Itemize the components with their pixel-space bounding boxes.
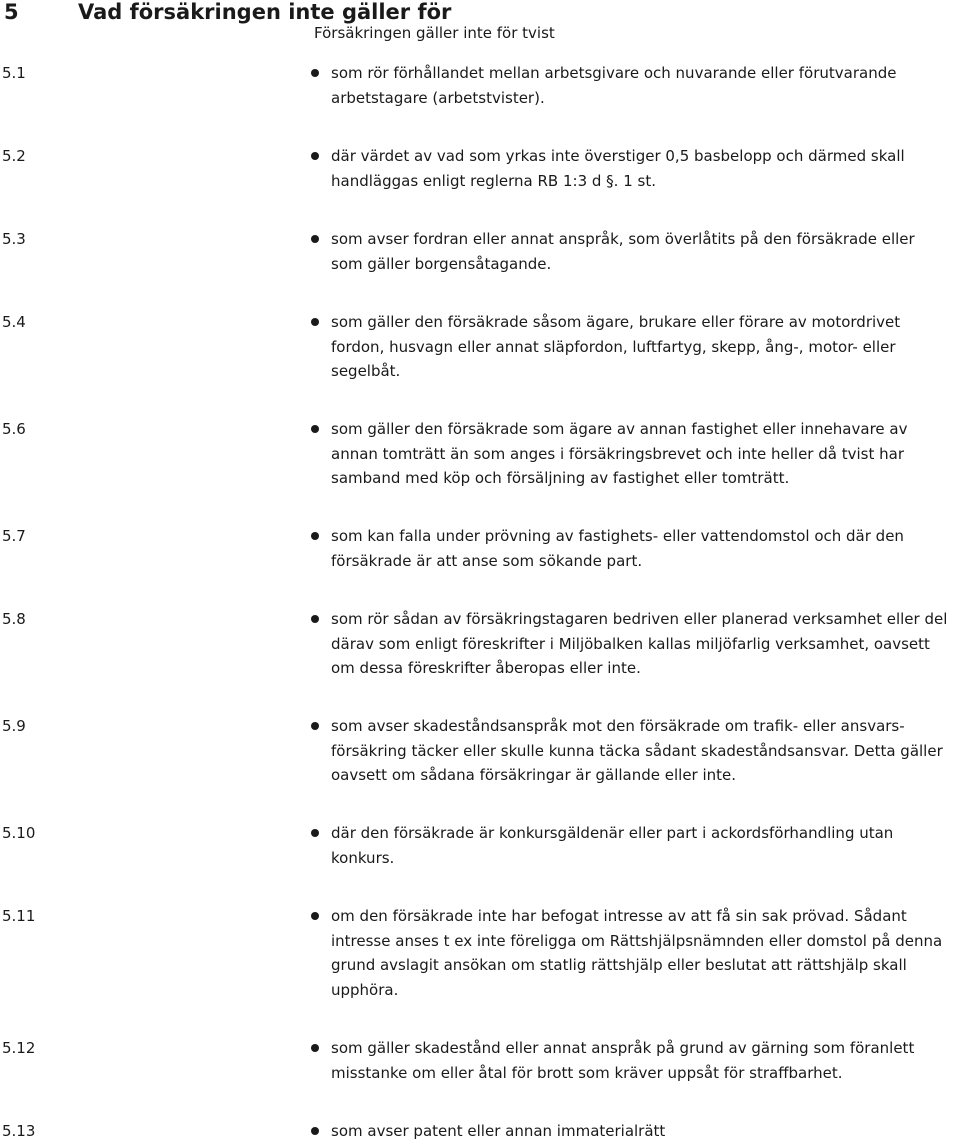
bullet-icon [311,235,319,243]
item-text: som gäller den försäkrade som ägare av annan fastighet eller innehavare av annan tomträtt än som anges i försäkringsbrevet och inte heller då tvist har samband med köp och försäljning av fastighet eller tomträtt. [331,420,908,487]
item-number: 5.2 [2,147,26,165]
item-number: 5.10 [2,824,36,842]
item-number: 5.7 [2,527,26,545]
item-text: som avser skadeståndsanspråk mot den försäkrade om trafik- eller ansvars- försäkring täcker eller skulle kunna täcka sådant skadeståndsansvar. Detta gäller oavsett om sådana försäkringar är gällande eller inte. [331,717,943,784]
item-text: som avser patent eller annan immaterialrätt [331,1122,666,1140]
item-text: som kan falla under prövning av fastighets- eller vattendomstol och där den försäkrade är att anse som sökande part. [331,527,904,570]
item-number: 5.6 [2,420,26,438]
bullet-icon [311,1127,319,1135]
item-text: där den försäkrade är konkursgäldenär eller part i ackordsförhandling utan konkurs. [331,824,894,867]
bullet-icon [311,425,319,433]
bullet-icon [311,912,319,920]
item-number: 5.8 [2,610,26,628]
section-title: Vad försäkringen inte gäller för [78,0,452,24]
item-text: som rör sådan av försäkringstagaren bedriven eller planerad verksamhet eller del därav som enligt föreskrifter i Miljöbalken kallas miljöfarlig verksamhet, oavsett om dessa föreskrifter åberopas eller inte. [331,610,948,677]
item-text: där värdet av vad som yrkas inte överstiger 0,5 basbelopp och därmed skall handläggas enligt reglerna RB 1:3 d §. 1 st. [331,147,905,190]
item-number: 5.4 [2,313,26,331]
item-text: om den försäkrade inte har befogat intresse av att få sin sak prövad. Sådant intresse anses t ex inte föreligga om Rättshjälpsnämnden eller domstol på denna grund avslagit ansökan om statlig rättshjälp eller beslutat att rättshjälp skall upphöra. [331,907,943,999]
item-number: 5.1 [2,64,26,82]
bullet-icon [311,69,319,77]
item-text: som gäller skadestånd eller annat anspråk på grund av gärning som föranlett misstanke om eller åtal för brott som kräver uppsåt för straffbarhet. [331,1039,915,1082]
bullet-icon [311,318,319,326]
item-number: 5.9 [2,717,26,735]
bullet-icon [311,722,319,730]
item-number: 5.12 [2,1039,36,1057]
bullet-icon [311,1044,319,1052]
item-number: 5.11 [2,907,36,925]
bullet-icon [311,532,319,540]
bullet-icon [311,615,319,623]
item-text: som rör förhållandet mellan arbetsgivare och nuvarande eller förutvarande arbetstagare (arbetstvister). [331,64,897,107]
bullet-icon [311,829,319,837]
item-number: 5.3 [2,230,26,248]
item-text: som avser fordran eller annat anspråk, som överlåtits på den försäkrade eller som gäller borgensåtagande. [331,230,915,273]
item-number: 5.13 [2,1122,36,1140]
item-text: som gäller den försäkrade såsom ägare, brukare eller förare av motordrivet fordon, husvagn eller annat släpfordon, luftfartyg, skepp, ång-, motor- eller segelbåt. [331,313,901,380]
section-subtitle: Försäkringen gäller inte för tvist [314,24,555,42]
section-number: 5 [4,0,19,24]
bullet-icon [311,152,319,160]
